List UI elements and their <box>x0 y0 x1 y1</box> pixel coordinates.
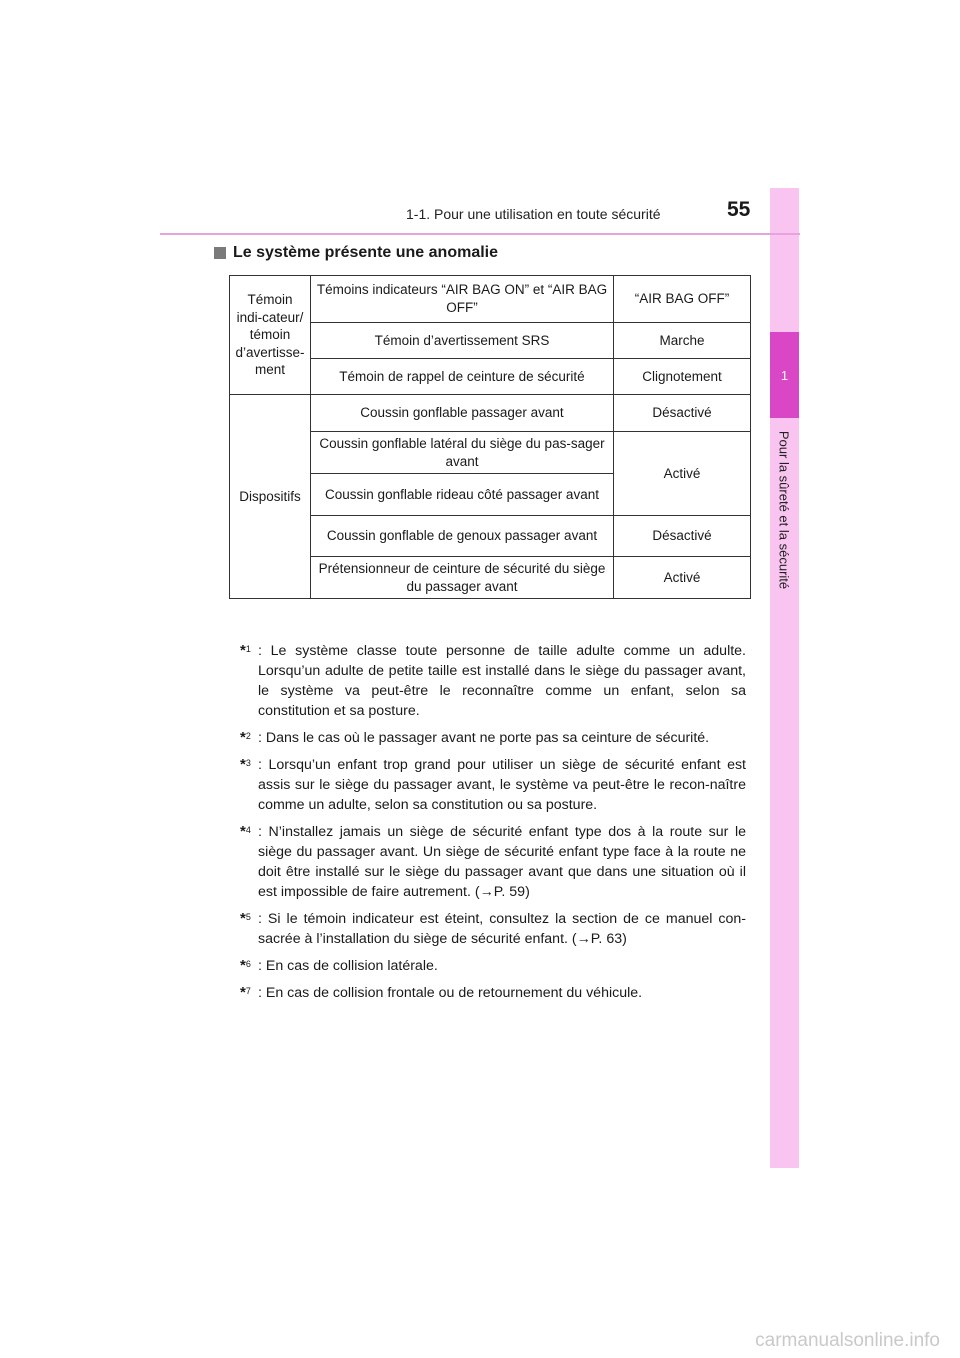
footnotes <box>240 641 746 1010</box>
footnote-text: : Le système classe toute personne de taille adulte comme un adulte. Lorsqu’un adulte de petite taille est installé dans le siège du passager avant, le système va peut-être le reconnaître comme un enfant, selon sa constitution et sa posture. <box>258 643 746 719</box>
witness-header-cell: Témoin indi-cateur/ témoin d’avertisse-ment <box>230 276 311 395</box>
status-table <box>229 275 751 599</box>
footnote-text: : Dans le cas où le passager avant ne porte pas sa ceinture de sécurité. <box>258 730 710 746</box>
table-row <box>230 276 751 323</box>
footnote <box>240 983 746 1003</box>
footnote <box>240 956 746 976</box>
srs-label-cell: Témoin d’avertissement SRS <box>311 323 614 359</box>
header-rule <box>160 233 800 235</box>
footnote-marker: *$^1$ <box>240 642 251 659</box>
belt-label-cell: Témoin de rappel de ceinture de sécurité <box>311 359 614 395</box>
footnote-marker: *$^7$ <box>240 984 251 1001</box>
belt-value-cell: Clignotement <box>614 359 751 395</box>
footnote-text: : Si le témoin indicateur est éteint, consultez la section de ce manuel con-sacrée à l’installation du siège de sécurité enfant. (→P. 63) <box>258 911 746 947</box>
footnote <box>240 822 746 902</box>
footnote-marker: *$^4$ <box>240 823 251 840</box>
section-breadcrumb: 1-1. Pour une utilisation en toute sécurité <box>406 206 661 222</box>
chapter-label: Pour la sûreté et la sécurité <box>776 430 792 590</box>
chapter-number: 1 <box>770 332 799 418</box>
footnote-text: : N’installez jamais un siège de sécurité enfant type dos à la route sur le siège du passager avant. Un siège de sécurité enfant type face à la route ne doit être installé sur le siège du passager avant que dans une situation où il est impossible de faire autrement. (→P. 59) <box>258 824 746 900</box>
device-label-cell: Coussin gonflable latéral du siège du pas-sager avant <box>311 432 614 474</box>
page-number: 55 <box>727 198 751 221</box>
footnote <box>240 641 746 721</box>
device-value-cell: Désactivé <box>614 395 751 432</box>
footnote <box>240 728 746 748</box>
watermark: carmanualsonline.info <box>755 1330 940 1351</box>
footnote-marker: *$^6$ <box>240 957 251 974</box>
device-label-cell: Coussin gonflable passager avant <box>311 395 614 432</box>
device-value-cell: Activé <box>614 557 751 599</box>
device-label-cell: Coussin gonflable de genoux passager avant <box>311 516 614 557</box>
indicator-label-cell: Témoins indicateurs “AIR BAG ON” et “AIR BAG OFF” <box>311 276 614 323</box>
footnote-marker: *$^2$ <box>240 729 251 746</box>
square-bullet-icon <box>214 247 226 259</box>
footnote <box>240 755 746 815</box>
indicator-value-cell: “AIR BAG OFF” <box>614 276 751 323</box>
device-label-cell: Coussin gonflable rideau côté passager avant <box>311 474 614 516</box>
section-title <box>214 244 498 262</box>
device-label-cell: Prétensionneur de ceinture de sécurité du siège du passager avant <box>311 557 614 599</box>
table-row <box>230 395 751 432</box>
section-title-text: Le système présente une anomalie <box>233 244 498 261</box>
footnote <box>240 909 746 949</box>
footnote-text: : Lorsqu’un enfant trop grand pour utiliser un siège de sécurité enfant est assis sur le siège du passager avant, le système va peut-être le recon-naître comme un adulte, selon sa constitution ou sa posture. <box>258 757 746 813</box>
devices-header-cell: Dispositifs <box>230 395 311 599</box>
device-value-cell: Activé <box>614 432 751 516</box>
footnote-text: : En cas de collision frontale ou de retournement du véhicule. <box>258 985 643 1001</box>
footnote-marker: *$^3$ <box>240 756 251 773</box>
footnote-text: : En cas de collision latérale. <box>258 958 438 974</box>
srs-value-cell: Marche <box>614 323 751 359</box>
footnote-marker: *$^5$ <box>240 910 251 927</box>
device-value-cell: Désactivé <box>614 516 751 557</box>
